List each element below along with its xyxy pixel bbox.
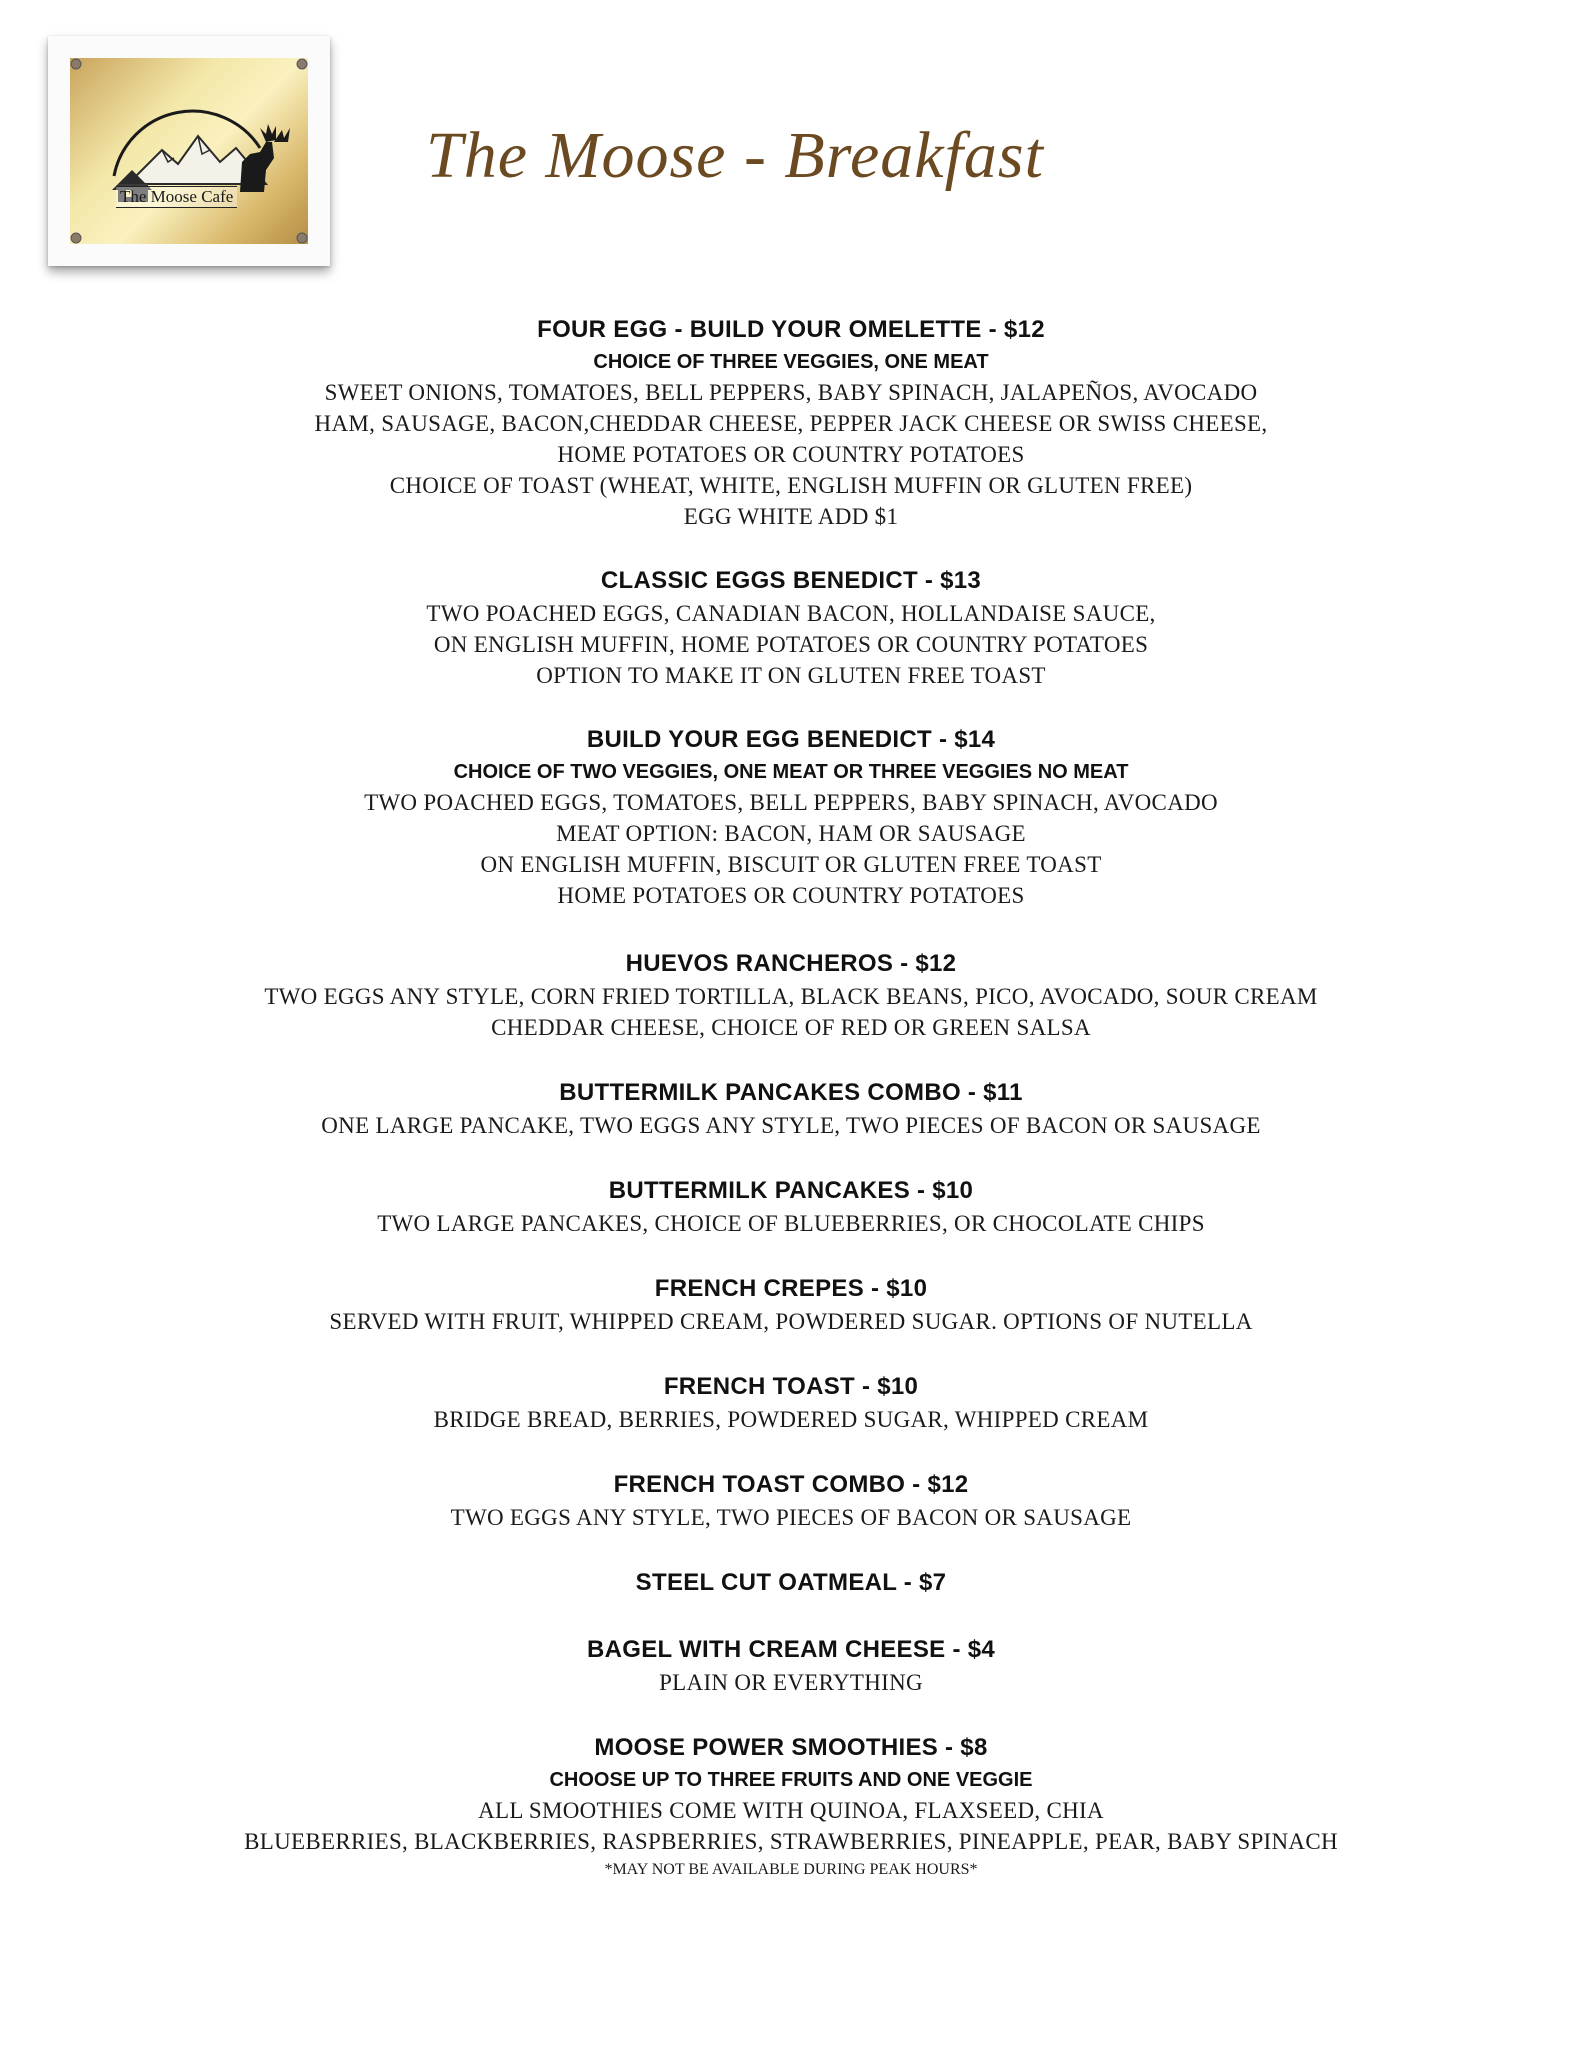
item-title: MOOSE POWER SMOOTHIES - $8 [594, 1734, 988, 1761]
item-title: FRENCH TOAST COMBO - $12 [613, 1471, 969, 1498]
item-title: STEEL CUT OATMEAL - $7 [635, 1569, 947, 1596]
item-description: CHOICE OF TOAST (WHEAT, WHITE, ENGLISH MUFFIN OR GLUTEN FREE) [389, 473, 1193, 498]
availability-note: *MAY NOT BE AVAILABLE DURING PEAK HOURS* [604, 1861, 978, 1878]
menu-list [0, 313, 1582, 1883]
item-description: ON ENGLISH MUFFIN, HOME POTATOES OR COUNTRY POTATOES [433, 632, 1149, 657]
item-title: BAGEL WITH CREAM CHEESE - $4 [587, 1636, 995, 1663]
item-description: BLUEBERRIES, BLACKBERRIES, RASPBERRIES, STRAWBERRIES, PINEAPPLE, PEAR, BABY SPINACH [244, 1829, 1338, 1854]
menu-item-pancakes-combo [0, 1076, 1582, 1141]
item-title: HUEVOS RANCHEROS - $12 [625, 950, 957, 977]
menu-item-omelette [0, 313, 1582, 532]
logo-text: The Moose Cafe [116, 186, 237, 208]
logo-badge [70, 58, 308, 244]
logo-frame [48, 36, 330, 266]
item-description: BRIDGE BREAD, BERRIES, POWDERED SUGAR, WHIPPED CREAM [433, 1407, 1149, 1432]
item-description: SWEET ONIONS, TOMATOES, BELL PEPPERS, BABY SPINACH, JALAPEÑOS, AVOCADO [324, 380, 1258, 405]
item-description: EGG WHITE ADD $1 [683, 504, 899, 529]
menu-item-smoothies [0, 1731, 1582, 1883]
item-title: BUILD YOUR EGG BENEDICT - $14 [586, 726, 996, 753]
menu-item-oatmeal [0, 1566, 1582, 1600]
item-description: HOME POTATOES OR COUNTRY POTATOES [557, 442, 1025, 467]
item-description: TWO POACHED EGGS, TOMATOES, BELL PEPPERS, BABY SPINACH, AVOCADO [364, 790, 1218, 815]
item-description: OPTION TO MAKE IT ON GLUTEN FREE TOAST [536, 663, 1046, 688]
item-title: CLASSIC EGGS BENEDICT - $13 [600, 567, 982, 594]
item-description: PLAIN OR EVERYTHING [659, 1670, 923, 1695]
menu-item-huevos-rancheros [0, 947, 1582, 1043]
menu-item-pancakes [0, 1174, 1582, 1239]
item-description: HAM, SAUSAGE, BACON,CHEDDAR CHEESE, PEPPER JACK CHEESE OR SWISS CHEESE, [314, 411, 1268, 436]
item-description: TWO EGGS ANY STYLE, CORN FRIED TORTILLA, BLACK BEANS, PICO, AVOCADO, SOUR CREAM [264, 984, 1318, 1009]
item-title: BUTTERMILK PANCAKES COMBO - $11 [559, 1079, 1023, 1106]
item-description: SERVED WITH FRUIT, WHIPPED CREAM, POWDERED SUGAR. OPTIONS OF NUTELLA [329, 1309, 1253, 1334]
item-description: HOME POTATOES OR COUNTRY POTATOES [557, 883, 1025, 908]
item-title: BUTTERMILK PANCAKES - $10 [608, 1177, 974, 1204]
item-description: ONE LARGE PANCAKE, TWO EGGS ANY STYLE, TWO PIECES OF BACON OR SAUSAGE [321, 1113, 1261, 1138]
item-subtitle: CHOICE OF TWO VEGGIES, ONE MEAT OR THREE VEGGIES NO MEAT [453, 761, 1129, 783]
item-description: TWO LARGE PANCAKES, CHOICE OF BLUEBERRIES, OR CHOCOLATE CHIPS [377, 1211, 1205, 1236]
menu-item-crepes [0, 1272, 1582, 1337]
item-description: CHEDDAR CHEESE, CHOICE OF RED OR GREEN SALSA [491, 1015, 1091, 1040]
item-title: FRENCH CREPES - $10 [654, 1275, 928, 1302]
item-description: ALL SMOOTHIES COME WITH QUINOA, FLAXSEED, CHIA [478, 1798, 1104, 1823]
item-description: MEAT OPTION: BACON, HAM OR SAUSAGE [556, 821, 1026, 846]
menu-item-classic-benedict [0, 564, 1582, 691]
menu-item-french-toast-combo [0, 1468, 1582, 1533]
item-title: FRENCH TOAST - $10 [663, 1373, 919, 1400]
menu-item-build-benedict [0, 723, 1582, 911]
item-subtitle: CHOICE OF THREE VEGGIES, ONE MEAT [593, 351, 989, 373]
menu-item-bagel [0, 1633, 1582, 1698]
moose-cabin-mountain-logo-icon [70, 58, 308, 244]
item-description: TWO POACHED EGGS, CANADIAN BACON, HOLLANDAISE SAUCE, [426, 601, 1156, 626]
item-description: ON ENGLISH MUFFIN, BISCUIT OR GLUTEN FREE TOAST [480, 852, 1102, 877]
item-title: FOUR EGG - BUILD YOUR OMELETTE - $12 [537, 316, 1045, 343]
page-title: The Moose - Breakfast [426, 119, 1044, 192]
item-subtitle: CHOOSE UP TO THREE FRUITS AND ONE VEGGIE [549, 1769, 1033, 1791]
menu-item-french-toast [0, 1370, 1582, 1435]
item-description: TWO EGGS ANY STYLE, TWO PIECES OF BACON OR SAUSAGE [450, 1505, 1132, 1530]
